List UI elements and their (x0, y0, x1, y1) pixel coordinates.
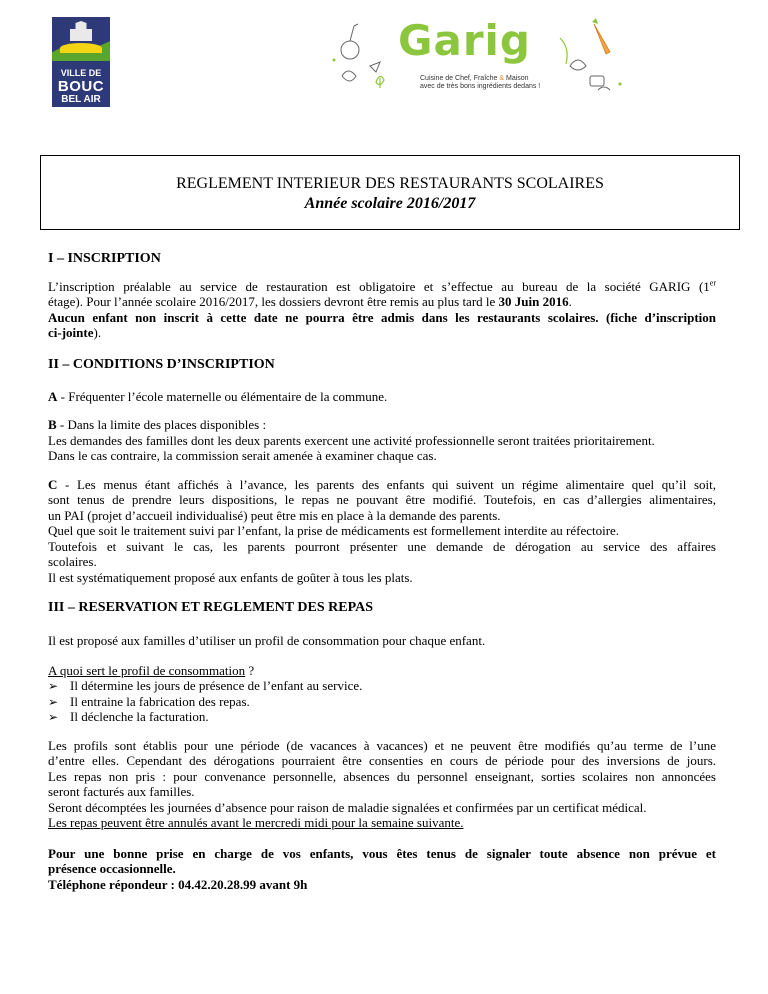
s3-notice-line1: Pour une bonne prise en charge de vos enfants, vous êtes tenus de signaler toute absence non prévue et (48, 846, 716, 861)
s2-item-c-line4: Quel que soit le traitement suivi par l’enfant, la prise de médicaments est formellement interdite au réfectoire. (48, 523, 620, 538)
s2-item-c-line6: scolaires. (48, 554, 97, 569)
s1-paragraph-line1 (48, 279, 716, 295)
school-year: Année scolaire 2016/2017 (304, 195, 476, 212)
tagline-part: Maison (504, 75, 529, 82)
s1-warning-line2 (48, 325, 716, 341)
town-silhouette (70, 21, 92, 41)
text: - Dans la limite des places disponibles : (56, 417, 267, 432)
text: ci-jointe (48, 325, 94, 340)
text: - Les menus étant affichés à l’avance, les parents des enfants qui suivent un régime alimentaire quel qu’il soit, (57, 477, 716, 492)
s3-paragraph-line5: Seront décomptées les journées d’absence pour raison de maladie signalées et confirmées par un certificat médical. (48, 800, 647, 815)
s2-item-c-line5: Toutefois et suivant le cas, les parents pourront présenter une demande de dérogation au service des affaires (48, 539, 716, 554)
text: ). (93, 325, 102, 340)
text: étage). Pour l’année scolaire 2016/2017, les dossiers devront être remis au plus tard le (48, 294, 499, 309)
s3-paragraph-line2: d’entre elles. Cependant des dérogations pourraient être consenties en cours de période pour des inversions de jours. (48, 753, 716, 768)
item-label: B (48, 417, 57, 432)
s3-paragraph-line3: Les repas non pris : pour convenance personnelle, absences du personnel enseignant, sorties scolaires non annoncées (48, 769, 716, 784)
s2-item-c-line7: Il est systématiquement proposé aux enfants de goûter à tous les plats. (48, 570, 413, 585)
s2-item-c-line2: sont tenus de prendre leurs dispositions, le repas ne pouvant être modifié. Toutefois, en cas d’allergies alimentaires, (48, 492, 716, 507)
s2-item-c-line3: un PAI (projet d’accueil individualisé) peut être mis en place à la demande des parents. (48, 508, 501, 523)
item-label: C (48, 477, 58, 492)
text: - Fréquenter l’école maternelle ou élémentaire de la commune. (57, 389, 388, 404)
list-item (48, 709, 209, 725)
underlined-text: Les repas peuvent être annulés avant le mercredi midi pour la semaine suivante. (48, 815, 464, 830)
superscript: er (709, 278, 716, 288)
s3-paragraph-line1: Les profils sont établis pour une période (de vacances à vacances) et ne peuvent être modifiés qu’au terme de l’une (48, 738, 716, 753)
tagline-line2: avec de très bons ingrédients dedans ! (420, 83, 541, 91)
deadline-date: 30 Juin 2016 (498, 294, 569, 309)
s3-question (48, 663, 716, 679)
garig-tagline (420, 75, 540, 91)
tagline-ampersand: & (499, 75, 505, 82)
s2-item-b-line2: Les demandes des familles dont les deux parents exercent une activité professionnelle seront traitées prioritairement. (48, 433, 655, 448)
tagline-part: Cuisine de Chef, Fraîche (420, 75, 500, 82)
s2-item-b (48, 417, 716, 433)
underlined-text: A quoi sert le profil de consommation (48, 663, 246, 678)
section-1-heading: I – INSCRIPTION (48, 251, 161, 266)
s2-item-a (48, 389, 716, 405)
title-box (40, 155, 740, 230)
s1-warning-line1: Aucun enfant non inscrit à cette date ne pourra être admis dans les restaurants scolaires. (fiche d’inscription (48, 310, 716, 325)
text: L’inscription préalable au service de restauration est obligatoire et s’effectue au bureau de la société GARIG (1 (48, 279, 710, 294)
s3-notice-line2: présence occasionnelle. (48, 861, 176, 876)
phone-number: Téléphone répondeur : 04.42.20.28.99 avant 9h (48, 877, 308, 892)
list-item (48, 694, 250, 710)
text: ? (245, 663, 255, 678)
section-2-heading: II – CONDITIONS D’INSCRIPTION (48, 357, 275, 372)
document-title: REGLEMENT INTERIEUR DES RESTAURANTS SCOLAIRES (176, 175, 604, 192)
arrow-bullet-icon: ➢ (48, 695, 59, 709)
sun-shape (60, 43, 102, 53)
list-item-text: Il détermine les jours de présence de l’enfant au service. (70, 678, 363, 693)
s2-item-b-line3: Dans le cas contraire, la commission serait amenée à examiner chaque cas. (48, 448, 437, 463)
list-item-text: Il entraine la fabrication des repas. (70, 694, 250, 709)
item-label: A (48, 389, 58, 404)
s2-item-c (48, 477, 716, 493)
garig-logo (330, 18, 630, 102)
list-item (48, 678, 362, 694)
text: . (568, 294, 572, 309)
arrow-bullet-icon: ➢ (48, 679, 59, 693)
section-3-heading: III – RESERVATION ET REGLEMENT DES REPAS (48, 600, 373, 615)
list-item-text: Il déclenche la facturation. (70, 709, 209, 724)
ville-logo-line3: BEL AIR (61, 94, 101, 105)
garig-wordmark: Garig (398, 16, 531, 65)
s3-paragraph-line6 (48, 815, 716, 831)
ville-logo (52, 17, 110, 107)
s3-intro: Il est proposé aux familles d’utiliser un profil de consommation pour chaque enfant. (48, 633, 486, 648)
ville-logo-line2: BOUC (57, 78, 105, 95)
s3-paragraph-line4: seront facturés aux familles. (48, 784, 195, 799)
arrow-bullet-icon: ➢ (48, 710, 59, 724)
ville-logo-line1: VILLE DE (60, 68, 102, 78)
s1-paragraph-line2 (48, 294, 716, 310)
